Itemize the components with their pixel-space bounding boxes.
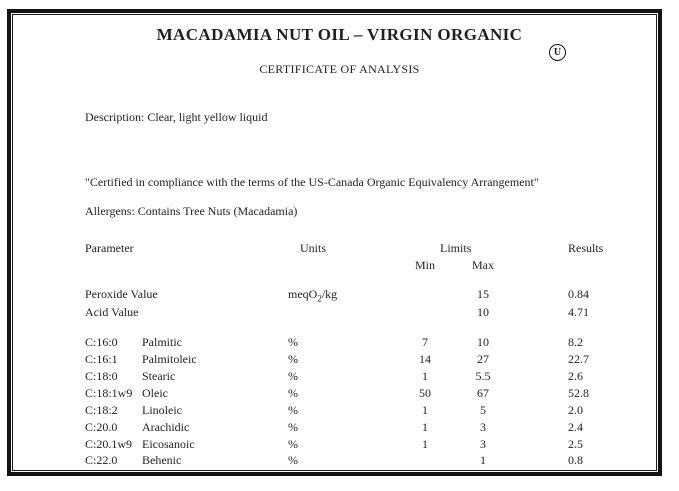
units-value: % bbox=[288, 453, 298, 467]
param-code: C:20.0 bbox=[85, 420, 118, 434]
param-name: Palmitoleic bbox=[142, 352, 197, 366]
param-code: C:16:1 bbox=[85, 352, 118, 366]
limit-min: 7 bbox=[422, 335, 428, 349]
param-code: C:16:0 bbox=[85, 335, 118, 349]
units-value bbox=[288, 287, 337, 302]
header-units: Units bbox=[300, 241, 327, 255]
table-row bbox=[0, 335, 679, 351]
table-header-row bbox=[0, 241, 679, 257]
allergens-line: Allergens: Contains Tree Nuts (Macadamia) bbox=[85, 204, 298, 218]
param-name: Eicosanoic bbox=[142, 437, 195, 451]
certification-line: "Certified in compliance with the terms of the US-Canada Organic Equivalency Arrangement" bbox=[85, 175, 539, 189]
param-code: C:18:2 bbox=[85, 403, 118, 417]
param-code: C:18:0 bbox=[85, 369, 118, 383]
limit-max: 27 bbox=[477, 352, 489, 366]
header-min: Min bbox=[414, 258, 435, 272]
param-code: C:18:1w9 bbox=[85, 386, 133, 400]
limit-max: 3 bbox=[480, 420, 486, 434]
table-row bbox=[0, 352, 679, 368]
limit-min: 1 bbox=[422, 403, 428, 417]
result-value: 0.84 bbox=[568, 287, 589, 301]
param-name: Acid Value bbox=[85, 305, 139, 319]
limit-min: 1 bbox=[422, 420, 428, 434]
units-value: % bbox=[288, 369, 298, 383]
limit-max: 3 bbox=[480, 437, 486, 451]
units-subscript: 2 bbox=[317, 293, 322, 304]
limit-max: 10 bbox=[477, 335, 489, 349]
limit-max: 15 bbox=[477, 287, 489, 301]
table-row bbox=[0, 453, 679, 469]
table-row bbox=[0, 305, 679, 321]
units-value: % bbox=[288, 352, 298, 366]
table-row bbox=[0, 403, 679, 419]
units-value: % bbox=[288, 335, 298, 349]
param-name: Palmitic bbox=[142, 335, 182, 349]
units-text: meqO bbox=[288, 287, 318, 301]
limit-max: 5 bbox=[480, 403, 486, 417]
kosher-ou-icon: U bbox=[549, 44, 566, 61]
limit-max: 67 bbox=[477, 386, 489, 400]
param-name: Peroxide Value bbox=[85, 287, 158, 301]
table-subheader-row bbox=[0, 258, 679, 274]
result-value: 4.71 bbox=[568, 305, 589, 319]
result-value: 22.7 bbox=[568, 352, 589, 366]
limit-min: 50 bbox=[419, 386, 431, 400]
result-value: 0.8 bbox=[568, 453, 583, 467]
result-value: 52.8 bbox=[568, 386, 589, 400]
result-value: 2.5 bbox=[568, 437, 583, 451]
result-value: 2.0 bbox=[568, 403, 583, 417]
limit-max: 10 bbox=[477, 305, 489, 319]
param-name: Stearic bbox=[142, 369, 176, 383]
param-code: C:20.1w9 bbox=[85, 437, 133, 451]
certificate-subtitle: CERTIFICATE OF ANALYSIS bbox=[259, 62, 420, 76]
units-text-post: /kg bbox=[321, 287, 338, 301]
units-value: % bbox=[288, 403, 298, 417]
param-name: Linoleic bbox=[142, 403, 182, 417]
table-row bbox=[0, 287, 679, 303]
units-value: % bbox=[288, 437, 298, 451]
description-line: Description: Clear, light yellow liquid bbox=[85, 110, 268, 124]
param-name: Behenic bbox=[142, 453, 182, 467]
header-limits: Limits bbox=[440, 241, 472, 255]
table-row bbox=[0, 437, 679, 453]
header-parameter: Parameter bbox=[85, 241, 134, 255]
limit-max: 5.5 bbox=[475, 369, 491, 383]
page-title: MACADAMIA NUT OIL – VIRGIN ORGANIC bbox=[156, 25, 523, 44]
limit-min: 14 bbox=[419, 352, 431, 366]
result-value: 8.2 bbox=[568, 335, 583, 349]
param-name: Oleic bbox=[142, 386, 168, 400]
header-max: Max bbox=[472, 258, 494, 272]
table-row bbox=[0, 386, 679, 402]
limit-min: 1 bbox=[422, 437, 428, 451]
limit-min: 1 bbox=[422, 369, 428, 383]
result-value: 2.6 bbox=[568, 369, 583, 383]
table-row bbox=[0, 420, 679, 436]
limit-max: 1 bbox=[480, 453, 486, 467]
header-results: Results bbox=[568, 241, 604, 255]
result-value: 2.4 bbox=[568, 420, 583, 434]
param-name: Arachidic bbox=[142, 420, 190, 434]
table-row bbox=[0, 369, 679, 385]
units-value: % bbox=[288, 386, 298, 400]
param-code: C:22.0 bbox=[85, 453, 118, 467]
units-value: % bbox=[288, 420, 298, 434]
